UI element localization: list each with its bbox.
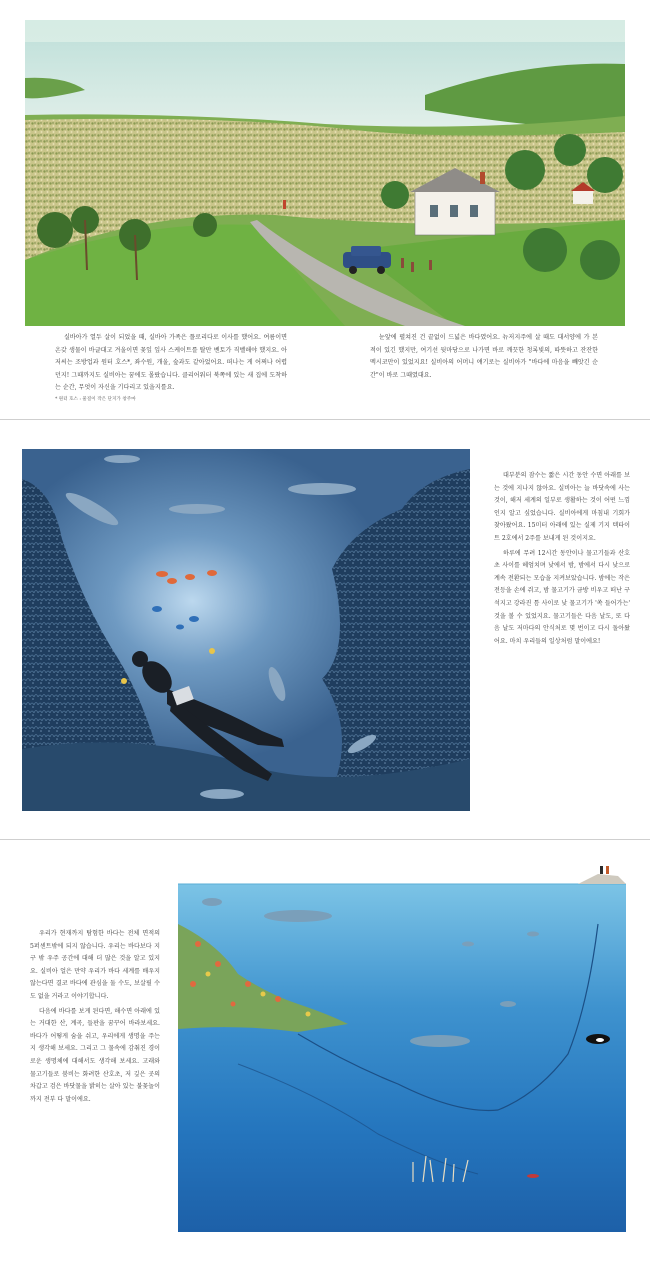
paragraph: 우리가 현재까지 탐험한 바다는 전체 면적의 5퍼센트밖에 되지 않습니다. 우리는 바다보다 지구 밖 우주 공간에 대해 더 많은 것을 알고 있지요. 실비아 얼은 만약 우리가 바다 세계를 배우지 않는다면 결코 바다에 관심을 둘 수도, 보살필 수도 없을 거라고 이야기합니다.	[30, 930, 160, 1000]
paragraph: 실바아가 열두 살이 되었을 때, 실바아 가족은 플로리다로 이사를 했어요. 여름이면 온갖 생물이 바글대고 겨울이면 꽃잎 잎사 스케이트를 탈만 벤토가 직벨해야 했지요. 아저씨는 조방업과 원터 호스*, 좌수원, 개울, 숲과도 같아었어요. 떠나는 게 어쩌나 어렵던지! 그때까지도 실비아는 꿈에도 몰랐습니다. 클리어워터 북쪽에 있는 새 집에 도착하는 순간, 무엇이 자신을 기다리고 있을지를요.	[55, 334, 287, 392]
page1-right-text	[370, 332, 598, 384]
spread-1	[0, 0, 650, 420]
paragraph: 대부분의 잠수는 짧은 시간 동안 수면 아래를 보는 것에 지나지 않아요. 실비아는 늘 바닷속에 사는 것이, 해저 세계의 일부로 생활하는 것이 어떤 느낌인지 알고 싶었습니다. 실비아에게 마침내 기회가 찾아왔어요. 15미터 아래에 있는 실제 기지 텍타이트 2호에서 2주를 보내게 된 것이지요.	[494, 472, 630, 542]
paragraph: 눈앞에 펼쳐진 건 끝없이 드넓은 바다였어요. 뉴저지주에 살 때도 대서양에 가 본 적이 있긴 했지만, 여기선 뒷마당으로 나가면 바로 깨끗한 청록빛의, 따뜻하고 잔잔한 멕시코만이 있었지요! 실비아의 어머니 얘기로는 실비아가 "바다에 마음을 빼앗긴 순간"이 바로 그때였대요.	[370, 334, 598, 379]
spread-2	[0, 420, 650, 840]
paragraph: 다음에 바다를 보게 된다면, 해수면 아래에 있는 거대한 산, 계곡, 들판을 꿈꾸어 바라보세요. 바다가 어떻게 숨을 쉬고, 우리에게 생명을 주는지 생각해 보세요. 그리고 그 물속에 감춰진 경이로운 생명체에 대해서도 생각해 보세요. 고래와 물고기들로 붐비는 화려한 산호초, 저 깊은 곳의 차갑고 검은 바닷물을 밝히는 살아 있는 불꽃놀이까지 전부 다 말이에요.	[30, 1007, 160, 1103]
coastal-house-illustration	[25, 20, 625, 326]
spread-3	[0, 840, 650, 1261]
page1-left-text	[55, 332, 287, 397]
footnote: * 원터 호스 : 물질이 작은 단지가 창주마	[55, 397, 136, 402]
paragraph: 하루에 무려 12시간 동안이나 물고기들과 산호초 사이를 헤엄치며 낮에서 밤, 밤에서 다시 낮으로 계속 전환되는 모습을 지켜보았습니다. 밤에는 작은 전등을 손에 쥐고, 밤 물고기가 금방 비우고 떠난 구석지고 강라진 틈 사이로 낮 물고기가 '쏙 들어가는' 것을 볼 수 있었지요. 물고기들은 다음 날도, 또 다음 날도 저마다의 안식처로 몇 번이고 다시 돌아왔어요. 마치 우리들의 일상처럼 말이에요!	[494, 549, 630, 645]
ocean-cross-section-illustration	[178, 864, 626, 1232]
page3-left-text	[30, 928, 160, 1108]
page2-right-text	[494, 470, 630, 650]
underwater-diver-illustration	[22, 449, 470, 811]
